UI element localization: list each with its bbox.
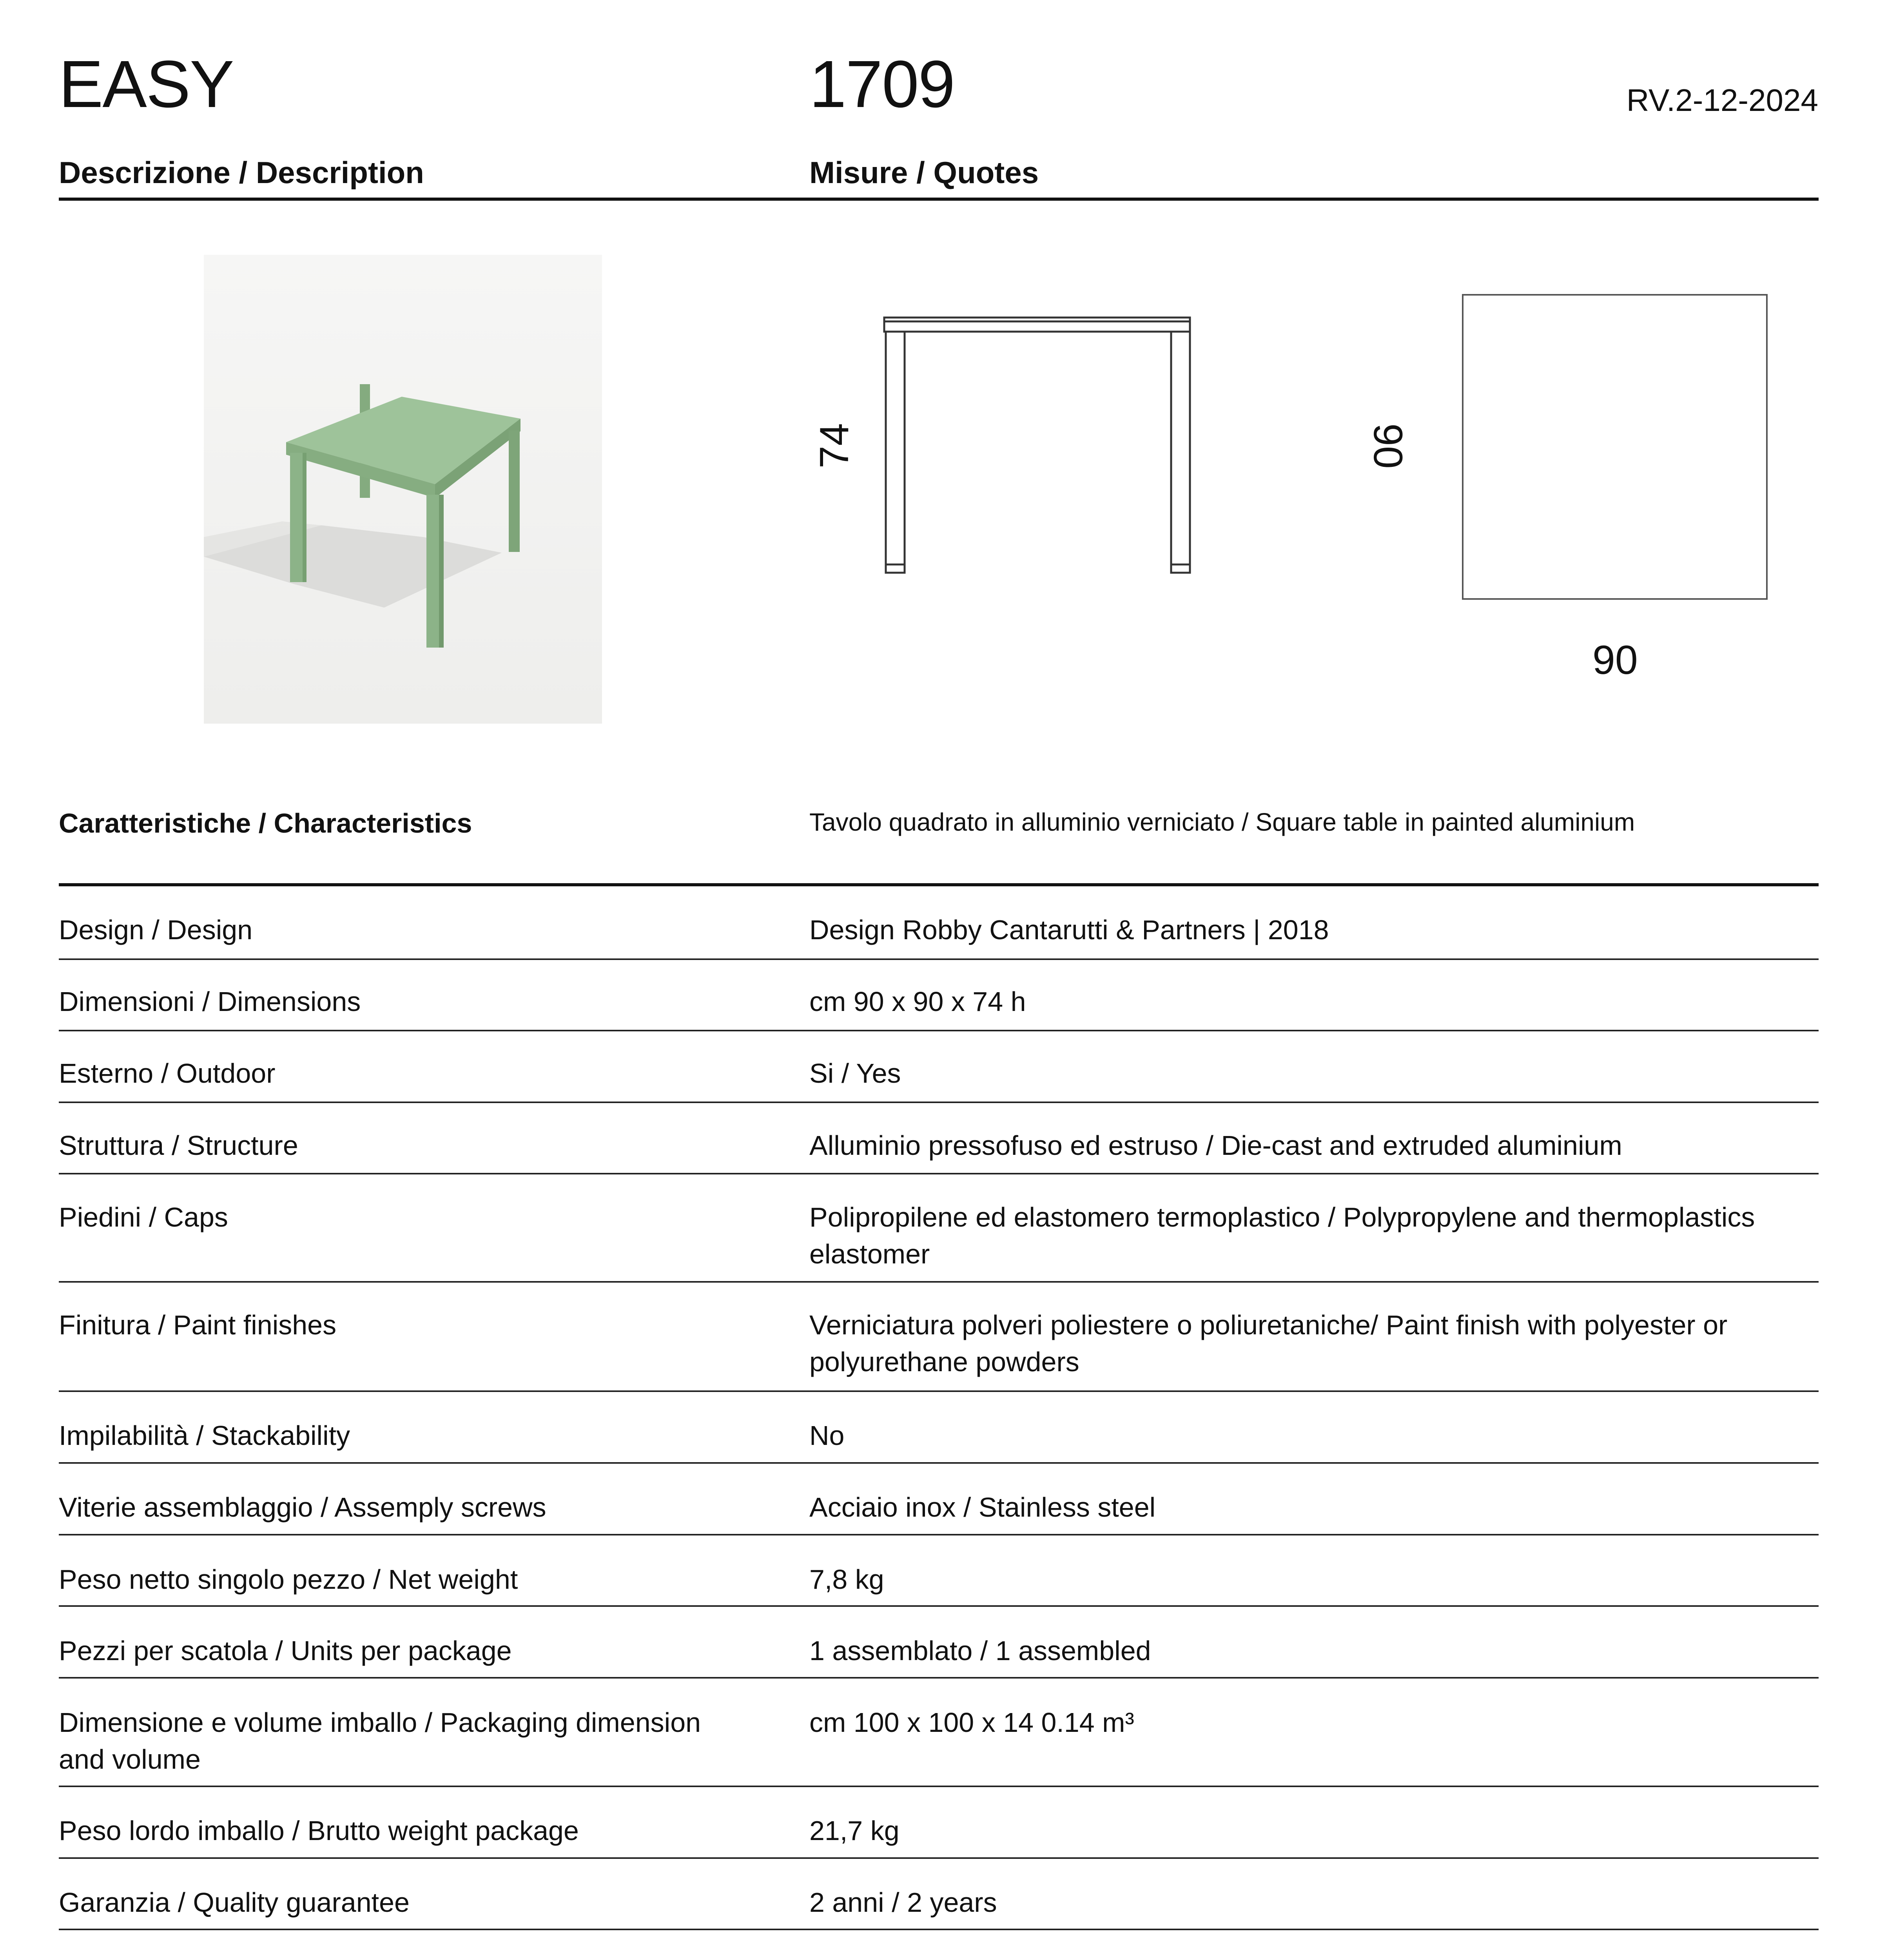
row-divider: [59, 1857, 1819, 1859]
table-render: [204, 255, 602, 724]
description-heading: Descrizione / Description: [59, 155, 424, 190]
characteristics-heading: Caratteristiche / Characteristics: [59, 808, 472, 838]
spec-value: 1 assemblato / 1 assembled: [809, 1635, 1151, 1666]
product-photo: [204, 255, 602, 724]
header-rule: [59, 198, 1819, 201]
row-divider: [59, 1102, 1819, 1103]
spec-value: cm 90 x 90 x 74 h: [809, 986, 1026, 1017]
spec-label: Peso lordo imballo / Brutto weight package: [59, 1815, 579, 1846]
spec-value: 2 anni / 2 years: [809, 1887, 997, 1918]
row-divider: [59, 1030, 1819, 1031]
depth-dimension: 90: [1365, 423, 1411, 469]
revision-label: RV.2-12-2024: [1626, 83, 1818, 118]
spec-label: Piedini / Caps: [59, 1202, 228, 1232]
spec-value: Polipropilene ed elastomero termoplastico / Polypropylene and thermoplastics elastomer: [809, 1202, 1755, 1269]
characteristics-rule: [59, 883, 1819, 886]
product-code: 1709: [809, 47, 955, 122]
spec-label: Dimensioni / Dimensions: [59, 986, 361, 1017]
spec-label: Pezzi per scatola / Units per package: [59, 1635, 512, 1666]
spec-label: Struttura / Structure: [59, 1130, 298, 1161]
row-divider: [59, 958, 1819, 960]
spec-label: Peso netto singolo pezzo / Net weight: [59, 1564, 518, 1595]
spec-label: Dimensione e volume imballo / Packaging dimension and volume: [59, 1707, 701, 1775]
spec-label: Finitura / Paint finishes: [59, 1310, 337, 1340]
width-dimension: 90: [1592, 637, 1638, 683]
row-divider: [59, 1462, 1819, 1464]
row-divider: [59, 1281, 1819, 1283]
spec-label: Viterie assemblaggio / Assemply screws: [59, 1492, 546, 1523]
spec-value: Design Robby Cantarutti & Partners | 2018: [809, 915, 1329, 945]
spec-value: 21,7 kg: [809, 1815, 900, 1846]
spec-label: Impilabilità / Stackability: [59, 1420, 350, 1451]
height-dimension: 74: [812, 423, 857, 468]
spec-label: Design / Design: [59, 915, 253, 945]
spec-label: Esterno / Outdoor: [59, 1058, 276, 1089]
row-divider: [59, 1534, 1819, 1535]
characteristics-value: Tavolo quadrato in alluminio verniciato / Square table in painted aluminium: [809, 808, 1635, 836]
spec-value: No: [809, 1420, 845, 1451]
row-divider: [59, 1390, 1819, 1392]
elevation-drawing: [878, 310, 1191, 584]
spec-label: Garanzia / Quality guarantee: [59, 1887, 410, 1918]
row-divider: [59, 1677, 1819, 1679]
spec-value: Si / Yes: [809, 1058, 901, 1089]
row-divider: [59, 1929, 1819, 1930]
measures-heading: Misure / Quotes: [809, 155, 1039, 190]
row-divider: [59, 1605, 1819, 1607]
spec-value: Acciaio inox / Stainless steel: [809, 1492, 1156, 1523]
row-divider: [59, 1786, 1819, 1787]
spec-value: 7,8 kg: [809, 1564, 884, 1595]
spec-value: cm 100 x 100 x 14 0.14 m³: [809, 1707, 1134, 1738]
product-name: EASY: [59, 47, 234, 122]
spec-value: Alluminio pressofuso ed estruso / Die-cast and extruded aluminium: [809, 1130, 1622, 1161]
spec-value: Verniciatura polveri poliestere o poliuretaniche/ Paint finish with polyester or polyurethane powders: [809, 1310, 1728, 1377]
row-divider: [59, 1173, 1819, 1174]
plan-drawing: [1462, 294, 1768, 600]
